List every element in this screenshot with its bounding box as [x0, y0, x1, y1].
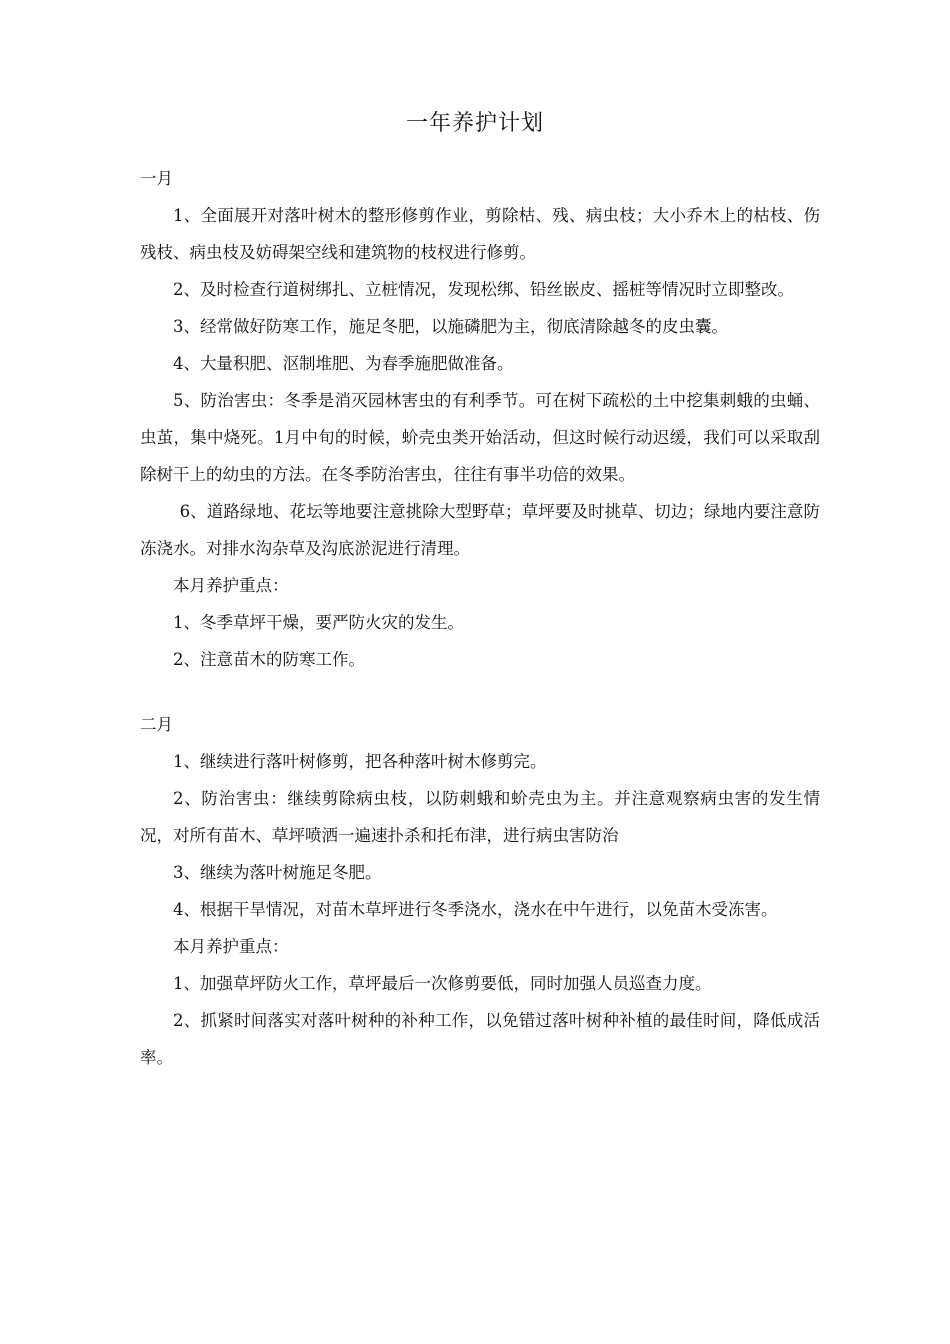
focus-label: 本月养护重点：	[173, 576, 289, 595]
paragraph: 4、根据干旱情况，对苗木草坪进行冬季浇水，浇水在中午进行，以免苗木受冻害。	[173, 900, 778, 919]
focus-item: 1、冬季草坪干燥，要严防火灾的发生。	[173, 613, 464, 632]
paragraph: 1、继续进行落叶树修剪，把各种落叶树木修剪完。	[173, 752, 547, 771]
paragraph: 4、大量积肥、沤制堆肥、为春季施肥做准备。	[173, 354, 514, 373]
paragraph: 2、及时检查行道树绑扎、立桩情况，发现松绑、铅丝嵌皮、摇桩等情况时立即整改。	[173, 280, 794, 299]
focus-label: 本月养护重点：	[173, 937, 289, 956]
paragraph: 6、道路绿地、花坛等地要注意挑除大型野草；草坪要及时挑草、切边；绿地内要注意防冻浇水。对排水沟杂草及沟底淤泥进行清理。	[140, 502, 820, 558]
month-heading: 一月	[140, 169, 173, 188]
section-gap	[140, 678, 820, 706]
focus-item: 1、加强草坪防火工作，草坪最后一次修剪要低，同时加强人员巡查力度。	[173, 974, 712, 993]
section-january	[140, 160, 820, 678]
paragraph: 3、经常做好防寒工作，施足冬肥，以施磷肥为主，彻底清除越冬的皮虫囊。	[173, 317, 728, 336]
document-body	[140, 160, 820, 1076]
paragraph: 1、全面展开对落叶树木的整形修剪作业，剪除枯、残、病虫枝；大小乔木上的枯枝、伤残枝、病虫枝及妨碍架空线和建筑物的枝杈进行修剪。	[140, 206, 820, 262]
paragraph: 5、防治害虫：冬季是消灭园林害虫的有利季节。可在树下疏松的土中挖集刺蛾的虫蛹、虫茧，集中烧死。1月中旬的时候，蚧壳虫类开始活动，但这时候行动迟缓，我们可以采取刮除树干上的幼虫的方法。在冬季防治害虫，往往有事半功倍的效果。	[140, 391, 820, 484]
focus-item: 2、注意苗木的防寒工作。	[173, 650, 365, 669]
month-heading: 二月	[140, 715, 173, 734]
focus-item: 2、抓紧时间落实对落叶树种的补种工作，以免错过落叶树种补植的最佳时间，降低成活率。	[140, 1011, 820, 1067]
document-title: 一年养护计划	[405, 111, 544, 136]
section-february	[140, 706, 820, 1076]
paragraph: 2、防治害虫：继续剪除病虫枝，以防刺蛾和蚧壳虫为主。并注意观察病虫害的发生情况，对所有苗木、草坪喷洒一遍速扑杀和托布津，进行病虫害防治	[140, 789, 820, 845]
paragraph: 3、继续为落叶树施足冬肥。	[173, 863, 382, 882]
